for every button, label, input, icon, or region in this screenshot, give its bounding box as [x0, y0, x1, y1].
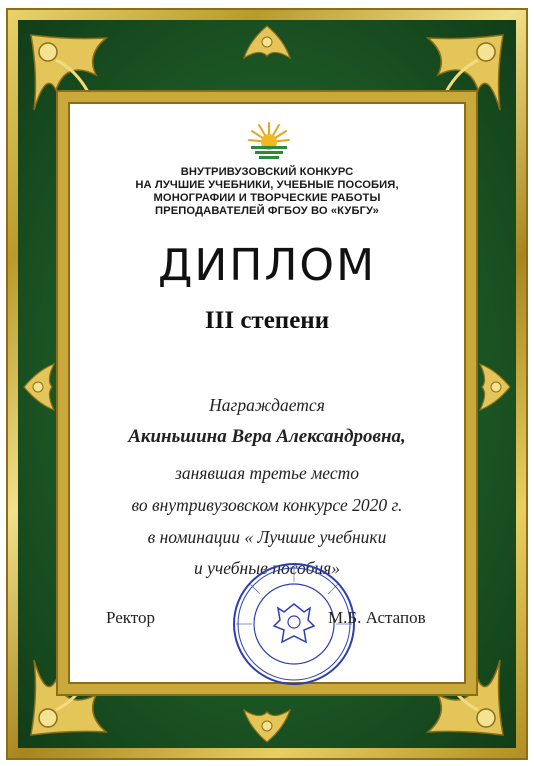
organization-header [100, 166, 434, 218]
organization-line: НА ЛУЧШИЕ УЧЕБНИКИ, УЧЕБНЫЕ ПОСОБИЯ, [135, 179, 399, 191]
diploma-title: ДИПЛОМ [157, 240, 377, 291]
diploma-degree: III степени [204, 307, 330, 334]
university-logo-icon [247, 120, 291, 164]
body-line-3: в номинации « Лучшие учебники [147, 527, 387, 547]
organization-line: МОНОГРАФИИ И ТВОРЧЕСКИЕ РАБОТЫ [153, 192, 381, 204]
recipient-name: Акиньшина Вера Александровна, [128, 426, 406, 447]
signature-name: М.Б. Астапов [328, 608, 426, 627]
left-ornament-icon [20, 360, 56, 414]
body-line-2: во внутривузовском конкурсе 2020 г. [131, 495, 403, 515]
top-ornament-icon [240, 22, 294, 62]
organization-line: ВНУТРИВУЗОВСКИЙ КОНКУРС [180, 166, 354, 178]
body-line-4: и учебные пособия» [193, 558, 341, 578]
organization-line: ПРЕПОДАВАТЕЛЕЙ ФГБОУ ВО «КУБГУ» [155, 205, 379, 217]
signature-role: Ректор [106, 608, 156, 627]
awarded-text: Награждается [209, 395, 325, 415]
bottom-ornament-icon [240, 706, 294, 746]
body-line-1: занявшая третье место [175, 463, 359, 483]
right-ornament-icon [478, 360, 514, 414]
